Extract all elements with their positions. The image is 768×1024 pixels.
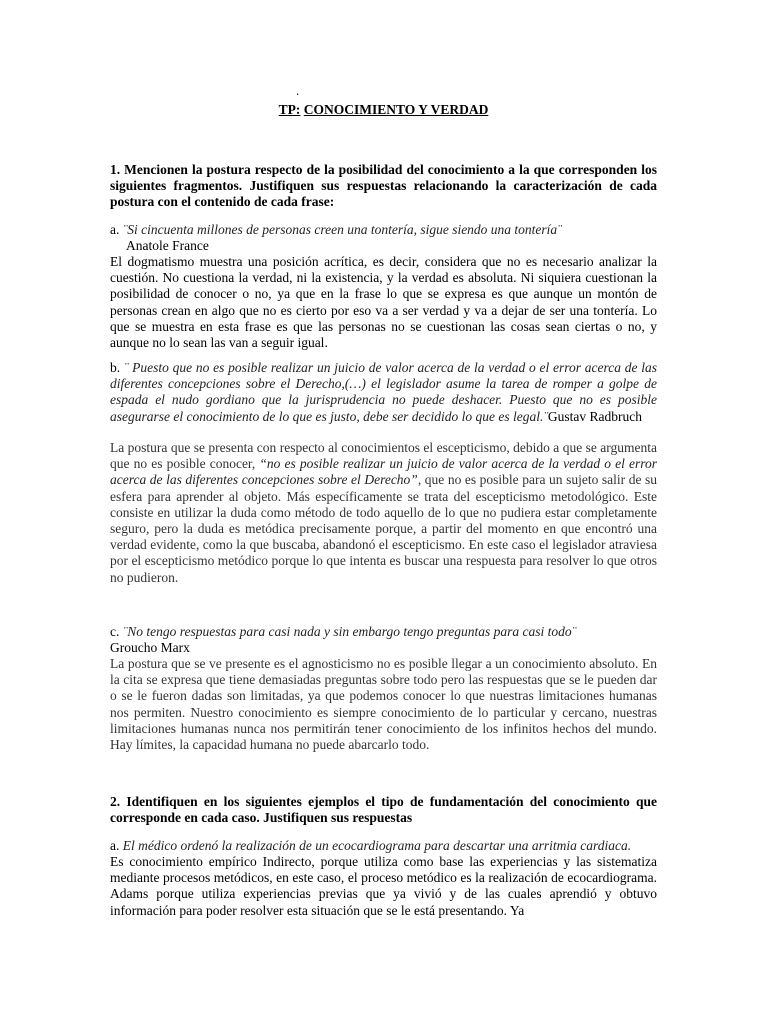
item-a-answer: El dogmatismo muestra una posición acrítica, es decir, considera que no es necesario analizar la cuestión. No cuestiona la verdad, ni la existencia, y la verdad es absoluta. Ni siquiera cuestionan la posibilidad de conocer o no, ya que en la frase lo que se expresa es que aunque un montón de personas crean en algo que no es cierto por eso va a ser verdad y va a dejar de ser una tontería. Lo que se muestra en esta frase es que las personas no se cuestionan las cosas sean ciertas o no, y aunque no lo sean las van a seguir igual. — [110, 254, 657, 351]
item-b-quote: ¨ Puesto que no es posible realizar un juicio de valor acerca de la verdad o el error acerca de las diferentes concepciones sobre el Derecho,(…) el legislador asume la tarea de romper a golpe de espada el nudo gordiano que la jurisprudencia no puede deshacer. Puesto que no es posible asegurarse el conocimiento de lo que es justo, debe ser decidido lo que es legal.¨ — [110, 360, 657, 424]
item-c-author: Groucho Marx — [110, 640, 190, 655]
item-2a-answer: Es conocimiento empírico Indirecto, porque utiliza como base las experiencias y las sistematiza mediante procesos metódicos, en este caso, el proceso metódico es la realización de ecocardiograma. Adams porque utiliza experiencias previas que ya vivió y de las cuales aprendió y obtuvo información para poder resolver esta situación que se le está presentando. Ya — [110, 854, 657, 918]
item-b-answer-part1: La postura que se presenta con respecto al conocimientos el escepticismo, debido a que se argumenta que no es posible conocer, — [110, 440, 657, 472]
item-2a-prefix: a. — [110, 838, 123, 853]
title-main: CONOCIMIENTO Y VERDAD — [303, 102, 489, 117]
item-b-author: Gustav Radbruch — [547, 408, 643, 424]
item-c-quote: ¨No tengo respuestas para casi nada y sin embargo tengo preguntas para casi todo¨ — [122, 624, 577, 639]
item-c-prefix: c. — [110, 624, 123, 639]
item-a-quote-line — [110, 222, 657, 238]
stray-dot: . — [296, 83, 300, 98]
item-c-quote-line — [110, 624, 657, 640]
item-b-answer — [110, 440, 657, 586]
item-a-quote: ¨Si cincuenta millones de personas creen una tontería, sigue siendo una tontería¨ — [122, 222, 562, 237]
item-b-answer-part2: , que no es posible para un sujeto salir de su esfera para aprender al objeto. Más específicamente se trata del escepticismo metodológico. Este consiste en utilizar la duda como método de todo aquello de lo que no pudiera estar completamente seguro, pero la duda es metódica precisamente porque, a partir del momento en que encontró una verdad evidente, como la que buscaba, abandonó el escepticismo. En este caso el legislador atraviesa por el escepticismo metódico porque lo que intenta es buscar una respuesta para resolver lo que otros no pudieron. — [110, 472, 658, 585]
question-1: 1. Mencionen la postura respecto de la posibilidad del conocimiento a la que corresponden los siguientes fragmentos. Justifiquen sus respuestas relacionando la caracterización de cada postura con el contenido de cada frase: — [110, 162, 657, 210]
page-title — [110, 101, 657, 118]
title-prefix: TP: — [278, 102, 301, 117]
item-2a-quote: El médico ordenó la realización de un ecocardiograma para descartar una arritmia cardiaca. — [122, 838, 632, 853]
item-a-author: Anatole France — [126, 238, 209, 253]
item-b-quote-block — [110, 360, 657, 425]
item-c-answer: La postura que se ve presente es el agnosticismo no es posible llegar a un conocimiento absoluto. En la cita se expresa que tiene demasiadas preguntas sobre todo pero las respuestas que se le pueden dar o se le fueron dadas son limitadas, ya que podemos conocer lo que nuestras limitaciones humanas nos permiten. Nuestro conocimiento es siempre conocimiento de lo particular y cercano, nuestras limitaciones humanas nunca nos permitirán tener conocimiento de los infinitos hechos del mundo. Hay límites, la capacidad humana no puede abarcarlo todo. — [110, 656, 657, 753]
item-2a-quote-line — [110, 838, 657, 854]
item-b-answer-quote: “no es posible realizar un juicio de valor acerca de la verdad o el error acerca de las diferentes concepciones sobre el Derecho” — [110, 456, 657, 488]
item-a-prefix: a. — [110, 222, 123, 237]
item-b-prefix: b. — [110, 360, 124, 375]
question-2: 2. Identifiquen en los siguientes ejemplos el tipo de fundamentación del conocimiento que corresponde en cada caso. Justifiquen sus respuestas — [110, 794, 657, 826]
